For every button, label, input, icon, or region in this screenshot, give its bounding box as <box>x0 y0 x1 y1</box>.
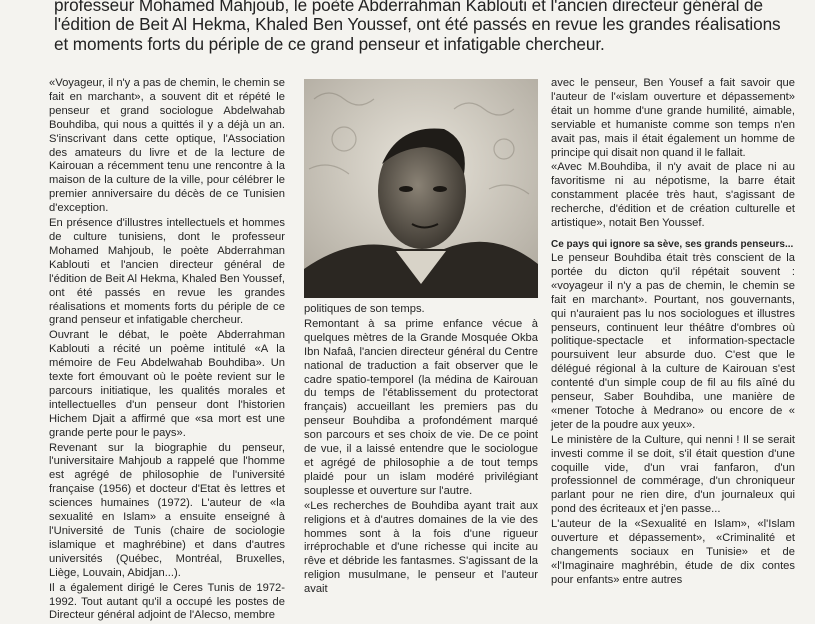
paragraph: Il a également dirigé le Ceres Tunis de 1972-1992. Tout autant qu'il a occupé les postes de Directeur général adjoint de l'Alecso, membre <box>49 581 285 622</box>
paragraph: Le ministère de la Culture, qui nenni ! Il se serait investi comme il se doit, s'il était question d'une coquille vide, d'un vrai fanfaron, d'un professionnel de commérage, d'un chroniqueur parlant pour ne rien dire, d'un journaleux qui pond des écriteaux et j'en passe... <box>551 433 795 516</box>
article-column-3 <box>551 77 795 589</box>
lead-paragraph <box>54 0 794 54</box>
paragraph: L'auteur de la «Sexualité en Islam», «l'Islam ouverture et dépassement», «Criminalité et changements sociaux en Tunisie» et de «l'Imaginaire maghrébin, étude de dix contes pour enfants» entre autres <box>551 518 795 586</box>
paragraph: Remontant à sa prime enfance vécue à quelques mètres de la Grande Mosquée Okba Ibn Nafaâ, l'ancien directeur général du Centre national de traduction a fait observer que le cadre spatio-temporel (la médina de Kairouan du temps de l'établissement du protectorat français) accueillant les premiers pas du penseur Bouhdiba a profondément marqué son parcours et ses choix de vie. De ce point de vue, il a laissé entendre que le sociologue et agrégé de philosophie a de tout temps plaidé pour un islam modéré privilégiant souplesse et ouverture sur l'autre. <box>304 317 538 497</box>
lead-text: professeur Mohamed Mahjoub, le poète Abderrahman Kablouti et l'ancien directeur général de l'édition de Beit Al Hekma, Khaled Ben Youssef, ont été passés en revue les grandes réalisations et moments forts du périple de ce grand penseur et infatigable chercheur. <box>54 0 781 54</box>
article-column-2 <box>304 303 538 598</box>
portrait-illustration <box>304 79 538 298</box>
section-subheading: Ce pays qui ignore sa sève, ses grands penseurs... <box>551 238 794 250</box>
paragraph: avec le penseur, Ben Yousef a fait savoir que l'auteur de l'«islam ouverture et dépassement» était un homme d'une grande humilité, aimable, serviable et humaniste comme son temps n'en avait pas, mais il était également un homme de principe qui disait non quand il le fallait. <box>551 77 795 159</box>
paragraph: Revenant sur la biographie du penseur, l'universitaire Mahjoub a rappelé que l'homme est agrégé de philosophie de l'université française (1956) et docteur d'Etat ès lettres et sciences humaines (1972). L'auteur de «la sexualité en Islam» a ensuite enseigné à l'Université de Tunis (chaire de sociologie islamique et maghrébine) et dans d'autres universités (Québec, Montréal, Bruxelles, Liège, Louvain, Abidjan...). <box>49 441 285 579</box>
article-column-1 <box>49 77 285 624</box>
paragraph: «Voyageur, il n'y a pas de chemin, le chemin se fait en marchant», a souvent dit et répété le penseur et grand sociologue Abdelwahab Bouhdiba, qui nous a quittés il y a déjà un an. S'inscrivant dans cette optique, l'Association des amateurs du livre et de la lecture de Kairouan a récemment tenu une rencontre à la maison de la culture de la ville, pour célébrer le premier anniversaire du décès de ce Tunisien d'exception. <box>49 77 285 215</box>
paragraph: «Les recherches de Bouhdiba ayant trait aux religions et à d'autres domaines de la vie des hommes sont à la fois d'une rigueur irréprochable et d'une richesse qui incite au rêve et débride les fantasmes. S'agissant de la religion musulmane, le penseur et l'auteur avait <box>304 499 538 596</box>
paragraph: «Avec M.Bouhdiba, il n'y avait de place ni au favoritisme ni au népotisme, la barre était constamment placée très haut, s'agissant de recherche, d'édition et de création culturelle et artistique», notait Ben Youssef. <box>551 161 795 230</box>
paragraph: politiques de son temps. <box>304 303 425 315</box>
portrait-photo <box>304 79 538 298</box>
paragraph: Ouvrant le débat, le poète Abderrahman Kablouti a récité un poème intitulé «A la mémoire de Feu Abdelwahab Bouhdiba». Un texte fort émouvant où le poète revient sur le parcours initiatique, les qualités morales et intellectuelles d'un penseur dont l'historien Hichem Djait a affirmé que «sa mort est une grande perte pour le pays». <box>49 329 285 439</box>
paragraph: Le penseur Bouhdiba était très conscient de la portée du dicton qu'il répétait souvent : «voyageur il n'y a pas de chemin, le chemin se fait en marchant». Pourtant, nos gouvernants, qui n'auraient pas lu nos sociologues et illustres penseurs, continuent leur théâtre d'ombres où politique-spectacle et information-spectacle poursuivent leur absurde duo. C'est que le délégué régional à la culture de Kairouan s'est contenté d'un simple coup de fil au fils aîné du penseur, Saber Bouhdiba, une manière de «mener Totoche à Medrano» ou encore de « jeter de la poudre aux yeux». <box>551 251 795 431</box>
paragraph: En présence d'illustres intellectuels et hommes de culture tunisiens, dont le professeur Mohamed Mahjoub, le poète Abderrahman Kablouti et l'ancien directeur général de l'édition de Beit Al Hekma, Khaled Ben Youssef, ont été passés en revue les grandes réalisations et moments forts du périple de ce grand penseur et infatigable chercheur. <box>49 217 285 327</box>
